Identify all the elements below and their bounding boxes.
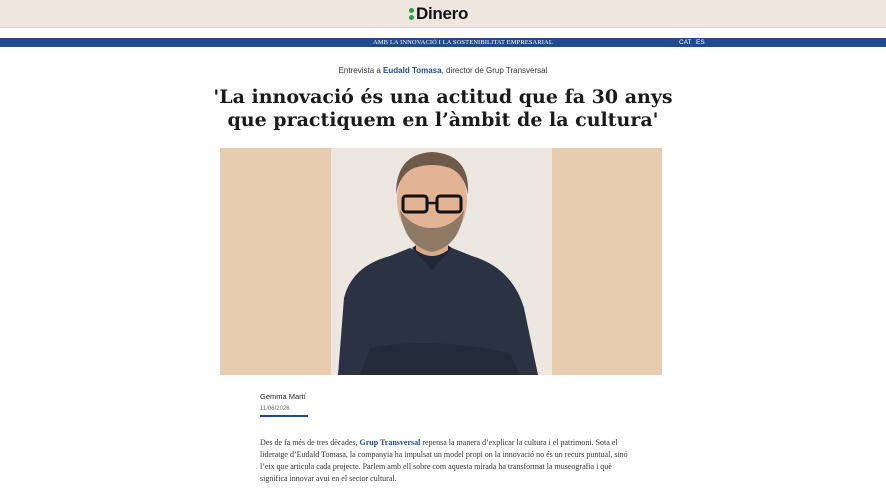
article-hero-image	[220, 148, 662, 375]
language-es-link[interactable]: ES	[696, 39, 705, 46]
logo-text: Dinero	[416, 3, 469, 23]
article-title: 'La innovació és una actitud que fa 30 anys que practiquem en l’àmbit de la cultura'	[213, 86, 673, 131]
article-author[interactable]: Gemma Martí	[260, 392, 306, 401]
language-cat-link[interactable]: CAT	[679, 39, 692, 46]
section-nav-bar	[0, 38, 886, 47]
site-header	[0, 0, 886, 28]
article-kicker	[0, 66, 886, 75]
body-rest: repensa la manera d’explicar la cultura i el patrimoni. Sota el lideratge d’Eudald Tomasa, la companyia ha impulsat un model propi on la innovació no és un recurs puntual, sinó l’eix que articula cada projecte. Parlem amb ell sobre com aquesta mirada ha transformat la museografia i què significa innovar avui en el sector cultural.	[260, 438, 628, 483]
body-intro: Des de fa més de tres dècades,	[260, 438, 360, 447]
kicker-prefix: Entrevista a	[338, 66, 384, 75]
logo-colon-icon	[409, 8, 414, 20]
kicker-suffix: , director de Grup Transversal	[441, 66, 548, 75]
nav-tagline[interactable]: AMB LA INNOVACIÓ I LA SOSTENIBILITAT EMPRESARIAL	[373, 39, 553, 46]
portrait-illustration	[220, 148, 662, 375]
kicker-interviewee-name: Eudald Tomasa	[383, 66, 442, 75]
article-date: 11/06/2026	[260, 406, 290, 412]
author-divider	[260, 415, 308, 417]
company-link[interactable]: Grup Transversal	[359, 438, 421, 447]
site-logo[interactable]	[409, 4, 468, 23]
article-lead-paragraph	[260, 437, 635, 485]
